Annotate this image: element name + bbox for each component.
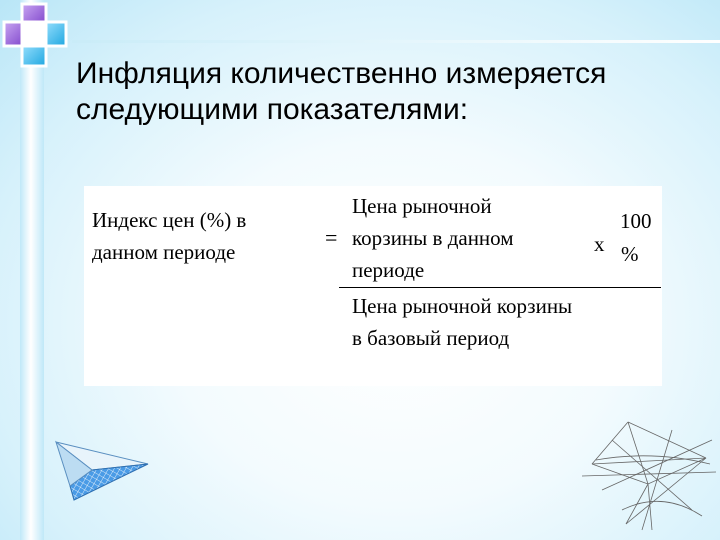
fraction-line xyxy=(339,287,661,288)
top-decorative-line xyxy=(72,40,720,43)
multiplier-value: 100 xyxy=(620,209,652,233)
overlapping-squares-logo-icon xyxy=(0,0,80,80)
multiply-sign: х xyxy=(594,232,605,256)
multiplier-unit: % xyxy=(621,242,639,266)
fraction-numerator: Цена рыночной корзины в данном периоде xyxy=(352,194,514,282)
price-index-label: Индекс цен (%) в данном периоде xyxy=(92,208,247,264)
left-decorative-bar xyxy=(20,0,44,540)
equals-sign: = xyxy=(325,225,338,250)
slide-title: Инфляция количественно измеряется следующими показателями: xyxy=(76,57,607,126)
sketched-paper-plane-icon xyxy=(582,420,720,532)
paper-plane-icon xyxy=(52,436,152,502)
fraction-denominator: Цена рыночной корзины в базовый период xyxy=(352,294,573,350)
